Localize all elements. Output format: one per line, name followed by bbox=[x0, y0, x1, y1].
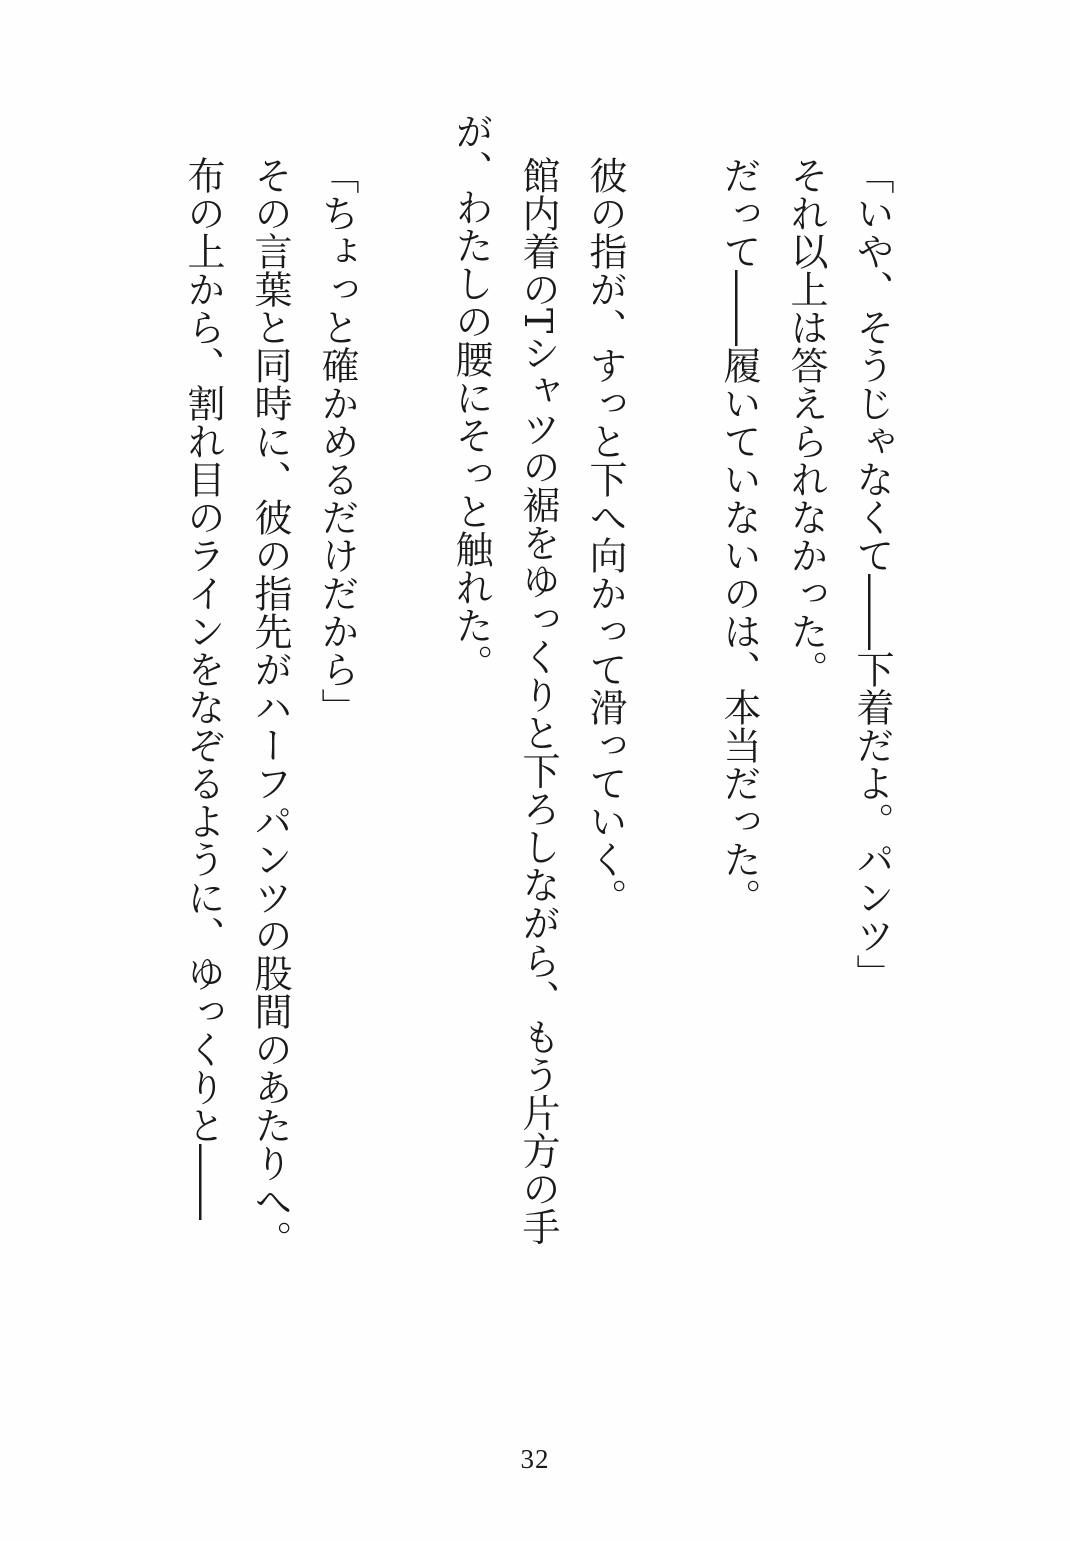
text-line-7: 「ちょっと確かめるだけだから」 bbox=[315, 156, 359, 726]
text-line-5: 館内着のTシャツの裾をゆっくりと下ろしながら、もう片方の手 bbox=[516, 156, 560, 1246]
text-line-4: 彼の指が、すっと下へ向かって滑っていく。 bbox=[583, 156, 627, 916]
text-line-2: それ以上は答えられなかった。 bbox=[784, 156, 828, 688]
text-line-9: 布の上から、割れ目のラインをなぞるように、ゆっくりと―― bbox=[181, 156, 225, 1220]
text-line-6: が、わたしの腰にそっと触れた。 bbox=[449, 112, 493, 682]
text-line-1: 「いや、そうじゃなくて――下着だよ。パンツ」 bbox=[850, 156, 894, 992]
page-number: 32 bbox=[520, 1444, 550, 1474]
text-line-3: だって――履いていないのは、本当だった。 bbox=[717, 156, 761, 916]
text-line-8: その言葉と同時に、彼の指先がハーフパンツの股間のあたりへ。 bbox=[248, 156, 292, 1258]
